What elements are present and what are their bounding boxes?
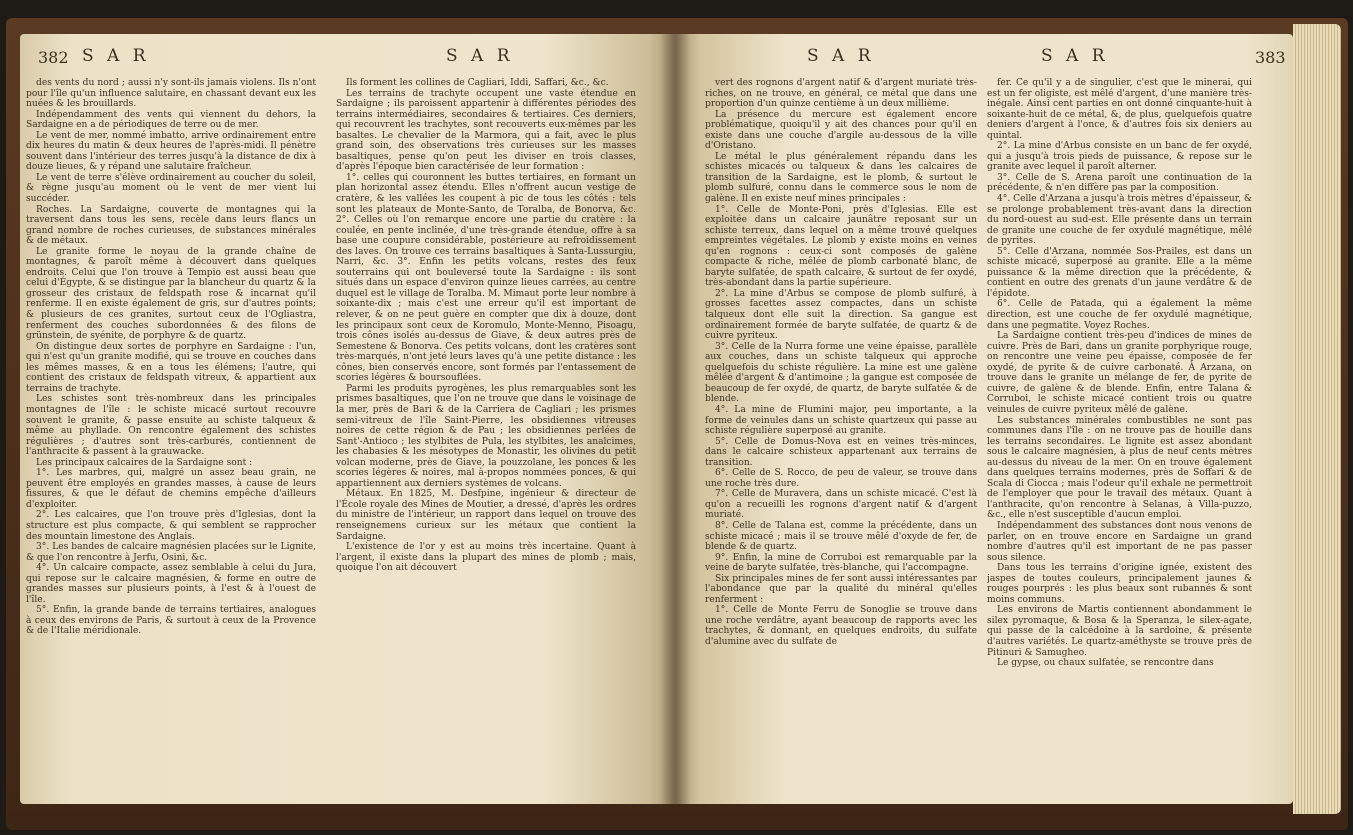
paragraph: fer. Ce qu'il y a de singulier, c'est que le minerai, qui est un fer oligiste, est mêlé d'argent, d'une manière très-inégale. Ainsi cent parties en ont donné cinquante-huit à soixante-huit de ce métal, &, de plus, quelquefois quatre deniers d'argent à l'once, & d'autres fois six deniers au quintal. [987,78,1252,141]
paragraph: Les schistes sont très-nombreux dans les principales montagnes de l'île : le schiste micacé surtout recouvre souvent le granite, & passe ensuite au schiste talqueux & même au phyllade. On rencontre également des schistes régulières ; d'autres sont très-carburés, contiennent de l'anthracite & passent à la grauwacke. [26,394,316,458]
paragraph: 5°. Celle de Domus-Nova est en veines très-minces, dans le calcaire schisteux appartenant aux terrains de transition. [705,436,977,468]
paragraph: 2°. La mine d'Arbus consiste en un banc de fer oxydé, qui a jusqu'à trois pieds de puissance, & repose sur le granite avec lequel il paroît alterner. [987,141,1252,173]
paragraph: 5°. Celle d'Arzana, nommée Sos-Prailes, est dans un schiste micacé, superposé au granite. Elle a la même puissance & la même direction que la précédente, & contient en outre des grenats d'un jaune verdâtre & de l'épidote. [987,246,1252,299]
page-number: 382 [38,48,69,67]
paragraph: Le métal le plus généralement répandu dans les schistes micacés ou talqueux & dans les calcaires de transition de la Sardaigne, est le plomb, & surtout le plomb sulfuré, connu dans le commerce sous le nom de galène. Il en existe neuf mines principales : [705,151,977,205]
running-head: S A R [82,46,150,66]
paragraph: Ils forment les collines de Cagliari, Iddi, Saffari, &c., &c. [346,78,609,88]
paragraph: 7°. Celle de Muravera, dans un schiste micacé. C'est là qu'on a recueilli les rognons d'argent natif & d'argent muriaté. [705,489,977,521]
paragraph: Métaux. En 1825, M. Desfpine, ingénieur & directeur de l'École royale des Mines de Moutier, a dressé, d'après les ordres du ministre de l'intérieur, un rapport dans lequel on trouve des renseignemens curieux sur les métaux que contient la Sardaigne. [336,489,636,542]
paragraph: Parmi les produits pyrogènes, les plus remarquables sont les prismes basaltiques, que l'on ne trouve que dans le voisinage de la mer, près de Bari & de la Carriera de Cagliari ; les prismes semi-vitreux de l'île Saint-Pierre, les obsidiennes vitreuses noires de cette région & de Pau ; les obsidiennes perlées de Sant'-Antioco ; les stylbites de Pula, les stylbites, les analcimes, les chabasies & les mésotypes de Monastir, les olivines du petit volcan moderne, près de Giave, la pouzzolane, les ponces & les scories légères & noires, mal à-propos nommées ponces, & qui appartiennent aux derniers systèmes de volcans. [336,383,636,489]
paragraph: Dans tous les terrains d'origine ignée, existent des jaspes de toutes couleurs, principalement jaunes & rouges pourprés : les plus beaux sont rubannés & sont moins communs. [987,563,1252,605]
paragraph: 8°. Celle de Talana est, comme la précédente, dans un schiste micacé ; mais il se trouve mêlé d'oxyde de fer, de blende & de quartz. [705,520,977,553]
paragraph: 3°. Les bandes de calcaire magnésien placées sur le Lignite, & que l'on rencontre à Jerfu, Osini, &c. [26,542,316,563]
paragraph: 2°. La mine d'Arbus se compose de plomb sulfuré, à grosses facettes assez compactes, dans un schiste talqueux dont elle suit la direction. Sa gangue est ordinairement formée de baryte sulfatée, de quartz & de cuivre pyriteux. [705,288,977,342]
paragraph: Le gypse, ou chaux sulfatée, se rencontre dans [997,658,1214,669]
paragraph: vert des rognons d'argent natif & d'argent muriaté très-riches, on ne trouve, en général, ce métal que dans une proportion d'un quinze centième à un deux millième. [705,78,977,110]
paragraph: La présence du mercure est également encore problématique, quoiqu'il y ait des chances pour qu'il en existe dans une couche d'argile au-dessous de la ville d'Oristano. [705,109,977,152]
left-page [20,34,675,804]
paragraph: L'existence de l'or y est au moins très incertaine. Quant à l'argent, il existe dans la plupart des mines de plomb ; mais, quoique l'on ait découvert [336,542,636,574]
paragraph: 5°. Enfin, la grande bande de terrains tertiaires, analogues à ceux des environs de Paris, & surtout à ceux de la Provence & de l'Italie méridionale. [26,605,316,637]
paragraph: Indépendamment des substances dont nous venons de parler, on en trouve encore en Sardaigne un grand nombre d'autres qu'il est important de ne pas passer sous silence. [987,520,1252,563]
book-gutter [660,34,690,804]
paragraph: Les substances minérales combustibles ne sont pas communes dans l'île : on ne trouve pas de houille dans les terrains secondaires. Le lignite est assez abondant sous le calcaire magnésien, à plus de neuf cents mètres au-dessus du niveau de la mer. On en trouve également dans quelques terrains modernes, près de Soffari & de Scala di Ciocca ; mais l'odeur qu'il exhale ne permettroit de l'employer que pour le travail des métaux. Quant à l'anthracite, qu'on rencontre à Selanas, à Villa-puzzo, &c., elle n'est susceptible d'aucun emploi. [987,415,1252,521]
paragraph: Le vent de mer, nommé imbatto, arrive ordinairement entre dix heures du matin & deux heures de l'après-midi. Il pénètre souvent dans l'intérieur des terres jusqu'à la distance de dix à douze lieues, & y répand une salutaire fraîcheur. [26,130,316,173]
paragraph: 9°. Enfin, la mine de Corruboi est remarquable par la veine de baryte sulfatée, très-blanche, qui l'accompagne. [705,552,977,574]
paragraph: 1°. Les marbres, qui, malgré un assez beau grain, ne peuvent être employés en grandes masses, à cause de leurs fissures, & que le défaut de chemins empêche d'ailleurs d'exploiter. [26,468,316,510]
right-page [675,34,1293,804]
paragraph: 4°. La mine de Flumini major, peu importante, a la forme de veinules dans un schiste quartzeux qui passe au schiste régulière superposé au granite. [705,404,977,437]
paragraph: 3°. Celle de la Nurra forme une veine épaisse, parallèle aux couches, dans un schiste talqueux qui approche quelquefois du schiste régulière. La mine est une galène mêlée d'argent & d'antimoine ; la gangue est composée de beaucoup de fer oxydé, de quartz, de baryte sulfatée & de blende. [705,341,977,405]
running-head: S A R [446,46,514,66]
page-edges [1293,24,1341,814]
paragraph: 6°. Celle de Patada, qui a également la même direction, est une couche de fer oxydulé magnétique, dans une pegmatite. Voyez Roches. [987,299,1252,331]
paragraph: Roches. La Sardaigne, couverte de montagnes qui la traversent dans tous les sens, recèle dans leurs flancs un grand nombre de roches curieuses, de substances minérales & de métaux. [26,204,316,247]
paragraph: Indépendamment des vents qui viennent du dehors, la Sardaigne en a de périodiques de terre ou de mer. [26,109,316,131]
text-column-left [26,78,316,796]
paragraph: Six principales mines de fer sont aussi intéressantes par l'abondance que par la qualité du minéral qu'elles renferment : [705,573,977,605]
paragraph: La Sardaigne contient très-peu d'indices de mines de cuivre. Près de Bari, dans un granite porphyrique rouge, on rencontre une veine peu épaisse, composée de fer oxydé, de pyrite & de cuivre carbonaté. À Arzana, on trouve dans le granite un mélange de fer, de pyrite de cuivre, de galène & de blende. Enfin, entre Talana & Corruboi, le schiste micacé contient trois ou quatre veinules de cuivre pyriteux mêlé de galène. [987,331,1252,415]
paragraph: 4°. Celle d'Arzana a jusqu'à trois mètres d'épaisseur, & se prolonge probablement très-avant dans la direction du nord-ouest au sud-est. Elle présente dans un terrain de granite une couche de fer oxydulé magnétique, mêlé de pyrites. [987,194,1252,247]
paragraph: 1°. Celle de Monte-Poni, près d'Iglesias. Elle est exploitée dans un calcaire jaunâtre reposant sur un schiste terreux, dans lequel on a même trouvé quelques empreintes végétales. Le plomb y existe moins en veines qu'en rognons : ceux-ci sont composés de galène compacte & riche, mêlée de plomb carbonaté blanc, de baryte sulfatée, de spath calcaire, & surtout de fer oxydé, très-abondant dans la partie supérieure. [705,204,977,289]
paragraph: des vents du nord ; aussi n'y sont-ils jamais violens. Ils n'ont pour l'île qu'un influence salutaire, en chassant devant eux les nuées & les brouillards. [26,78,316,110]
paragraph: 1°. Celle de Monte Ferru de Sonoglie se trouve dans une roche verdâtre, ayant beaucoup de rapports avec les trachytes, & donnant, en quelques endroits, du sulfate d'alumine avec du sulfate de [705,605,977,647]
paragraph: 2°. Les calcaires, que l'on trouve près d'Iglesias, dont la structure est plus compacte, & qui semblent se rapprocher des mountain limestone des Anglais. [26,510,316,542]
paragraph: 4°. Un calcaire compacte, assez semblable à celui du Jura, qui repose sur le calcaire magnésien, & forme en outre de grandes masses sur plusieurs points, à l'est & à l'ouest de l'île. [26,563,316,605]
paragraph: 1°. celles qui couronnent les buttes tertiaires, en formant un plan horizontal assez étendu. Elles n'offrent aucun vestige de cratère, & les vallées les coupent à pic de tous les côtés : tels sont les plateaux de Monte-Santo, de Toralba, de Bonorva, &c. 2°. Celles où l'on remarque encore une partie du cratère : la coulée, en pente inclinée, d'une très-grande étendue, offre à sa base une coupure considérable, postérieure au refroidissement des laves. On trouve ces terrains basaltiques à Santa-Lussurgiu, Narri, &c. 3°. Enfin les petits volcans, restes des feux souterrains qui ont bouleversé toute la Sardaigne : ils sont situés dans un espace d'environ quinze lieues carrées, au centre duquel est le village de Toralba. M. Mimaut porte leur nombre à soixante-dix ; mais c'est une erreur qu'il est important de relever, & on ne peut guère en compter que dix à douze, dont les principaux sont ceux de Koromulo, Monte-Menno, Pisoagu, trois cônes isolés au-dessus de Giave, & deux autres près de Semestene & Bonorva. Ces petits volcans, dont les cratères sont très-marqués, n'ont jeté leurs laves qu'à une petite distance : les cônes, bien conservés encore, sont formés par l'entassement de scories légères & boursouflées. [336,172,636,384]
page-number: 383 [1255,48,1286,67]
text-column-left [705,78,977,796]
paragraph: On distingue deux sortes de porphyre en Sardaigne : l'un, qui n'est qu'un granite modifié, qui se trouve en couches dans les mêmes masses, & en a tous les élémens; l'autre, qui contient des cristaux de feldspath vitreux, & appartient aux terrains de trachyte. [26,341,316,394]
text-column-right [336,78,636,796]
paragraph: Le vent de terre s'élève ordinairement au coucher du soleil, & règne jusqu'au moment où le vent de mer vient lui succéder. [26,172,316,205]
paragraph: 6°. Celle de S. Rocco, de peu de valeur, se trouve dans une roche très dure. [705,468,977,489]
paragraph: Les terrains de trachyte occupent une vaste étendue en Sardaigne ; ils paroissent appartenir à différentes périodes des terrains intermédiaires, secondaires & tertiaires. Ces derniers, qui recouvrent les trachytes, sont recouverts eux-mêmes par les basaltes. Le chevalier de la Marmora, qui a fait, avec le plus grand soin, des observations très curieuses sur les masses basaltiques, pense qu'on peut les diviser en trois classes, d'après l'époque bien caractérisée de leur formation : [336,88,636,173]
running-head: S A R [807,46,875,66]
paragraph: Les principaux calcaires de la Sardaigne sont : [36,457,253,468]
paragraph: 3°. Celle de S. Arena paroît une continuation de la précédente, & n'en diffère pas par la composition. [987,172,1252,194]
running-head: S A R [1041,46,1109,66]
paragraph: Le granite forme le noyau de la grande chaîne de montagnes, & paroît même à découvert dans quelques endroits. Celui que l'on trouve à Tempio est aussi beau que celui d'Égypte, & se distingue par la blancheur du quartz & la grosseur des cristaux de feldspath rose & incarnat qu'il renferme. Il en existe également de gris, sur d'autres points; & plusieurs de ces granites, surtout ceux de l'Ogliastra, renferment des couches subordonnées & des filons de grünstein, de syénite, de porphyre & de quartz. [26,246,316,342]
paragraph: Les environs de Martis contiennent abondamment le silex pyromaque, & Bosa & la Speranza, le silex-agate, qui passe de la calcédoine à la sardoine, & présente d'autres variétés. Le quartz-améthyste se trouve près de Pitinuri & Samugheo. [987,605,1252,658]
text-column-right [987,78,1252,796]
